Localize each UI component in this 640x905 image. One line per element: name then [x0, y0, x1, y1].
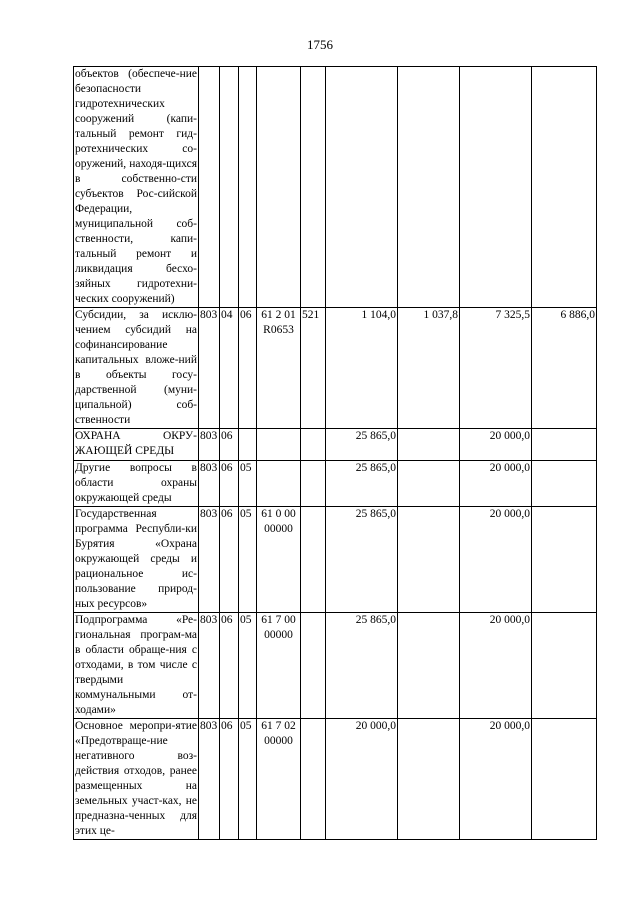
- vr-cell: 521: [301, 308, 326, 429]
- csr-cell: 61 7 02 00000: [257, 719, 301, 840]
- table-row: [74, 719, 597, 840]
- rz-cell: 06: [220, 507, 239, 613]
- row-name-cell: ОХРАНА ОКРУ-ЖАЮЩЕЙ СРЕДЫ: [74, 429, 199, 461]
- amount-cell-3: 20 000,0: [460, 507, 532, 613]
- amount-cell-4: [532, 507, 597, 613]
- amount-cell-1: 25 865,0: [326, 507, 398, 613]
- pr-cell: 05: [239, 507, 257, 613]
- amount-cell-3: 20 000,0: [460, 613, 532, 719]
- amount-cell-1: [326, 67, 398, 308]
- table-row: [74, 67, 597, 308]
- amount-cell-2: [398, 67, 460, 308]
- vr-cell: [301, 67, 326, 308]
- amount-cell-3: 20 000,0: [460, 429, 532, 461]
- budget-table: [73, 66, 597, 840]
- rz-cell: 04: [220, 308, 239, 429]
- row-name-cell: Основное меропри-ятие «Предотвраще-ние негативного воз-действия отходов, ранее размещенных на земельных участ-ках, не предназна-ченных для этих це-: [74, 719, 199, 840]
- grbs-cell: 803: [199, 308, 220, 429]
- grbs-cell: [199, 67, 220, 308]
- table-row: [74, 461, 597, 507]
- pr-cell: [239, 67, 257, 308]
- amount-cell-1: 25 865,0: [326, 461, 398, 507]
- row-name-cell: Государственная программа Республи-ки Бурятия «Охрана окружающей среды и рациональное ис-пользование природ-ных ресурсов»: [74, 507, 199, 613]
- table-row: [74, 429, 597, 461]
- amount-cell-4: [532, 719, 597, 840]
- amount-cell-3: 20 000,0: [460, 719, 532, 840]
- table-row: [74, 507, 597, 613]
- amount-cell-2: 1 037,8: [398, 308, 460, 429]
- grbs-cell: 803: [199, 719, 220, 840]
- grbs-cell: 803: [199, 613, 220, 719]
- csr-cell: [257, 67, 301, 308]
- csr-cell: 61 7 00 00000: [257, 613, 301, 719]
- csr-cell: 61 2 01 R0653: [257, 308, 301, 429]
- amount-cell-4: 6 886,0: [532, 308, 597, 429]
- amount-cell-1: 1 104,0: [326, 308, 398, 429]
- csr-cell: [257, 429, 301, 461]
- rz-cell: 06: [220, 613, 239, 719]
- amount-cell-4: [532, 461, 597, 507]
- amount-cell-4: [532, 67, 597, 308]
- rz-cell: 06: [220, 719, 239, 840]
- rz-cell: 06: [220, 429, 239, 461]
- vr-cell: [301, 613, 326, 719]
- row-name-cell: Подпрограмма «Ре-гиональная програм-ма в области обраще-ния с отходами, в том числе с твердыми коммунальными от-ходами»: [74, 613, 199, 719]
- amount-cell-1: 25 865,0: [326, 429, 398, 461]
- pr-cell: 05: [239, 719, 257, 840]
- amount-cell-3: 20 000,0: [460, 461, 532, 507]
- table-row: [74, 613, 597, 719]
- rz-cell: 06: [220, 461, 239, 507]
- grbs-cell: 803: [199, 429, 220, 461]
- grbs-cell: 803: [199, 461, 220, 507]
- vr-cell: [301, 429, 326, 461]
- amount-cell-2: [398, 461, 460, 507]
- amount-cell-4: [532, 429, 597, 461]
- vr-cell: [301, 719, 326, 840]
- vr-cell: [301, 507, 326, 613]
- page-number: 1756: [307, 37, 333, 52]
- rz-cell: [220, 67, 239, 308]
- row-name-cell: Другие вопросы в области охраны окружающей среды: [74, 461, 199, 507]
- amount-cell-1: 25 865,0: [326, 613, 398, 719]
- row-name-cell: объектов (обеспече-ние безопасности гидротехнических сооружений (капи-тальный ремонт гид-ротехнических со-оружений, находя-щихся в собственно-сти субъектов Рос-сийской Федерации, муниципальной соб-ственности, капи-тальный ремонт и ликвидация бесхо-зяйных гидротехни-ческих сооружений): [74, 67, 199, 308]
- amount-cell-1: 20 000,0: [326, 719, 398, 840]
- amount-cell-4: [532, 613, 597, 719]
- pr-cell: 05: [239, 613, 257, 719]
- amount-cell-3: 7 325,5: [460, 308, 532, 429]
- amount-cell-2: [398, 507, 460, 613]
- amount-cell-2: [398, 719, 460, 840]
- pr-cell: 05: [239, 461, 257, 507]
- grbs-cell: 803: [199, 507, 220, 613]
- amount-cell-2: [398, 429, 460, 461]
- amount-cell-2: [398, 613, 460, 719]
- csr-cell: [257, 461, 301, 507]
- amount-cell-3: [460, 67, 532, 308]
- row-name-cell: Субсидии, за исклю-чением субсидий на софинансирование капитальных вложе-ний в объекты госу-дарственной (муни-ципальной) соб-ственности: [74, 308, 199, 429]
- pr-cell: 06: [239, 308, 257, 429]
- csr-cell: 61 0 00 00000: [257, 507, 301, 613]
- table-row: [74, 308, 597, 429]
- pr-cell: [239, 429, 257, 461]
- vr-cell: [301, 461, 326, 507]
